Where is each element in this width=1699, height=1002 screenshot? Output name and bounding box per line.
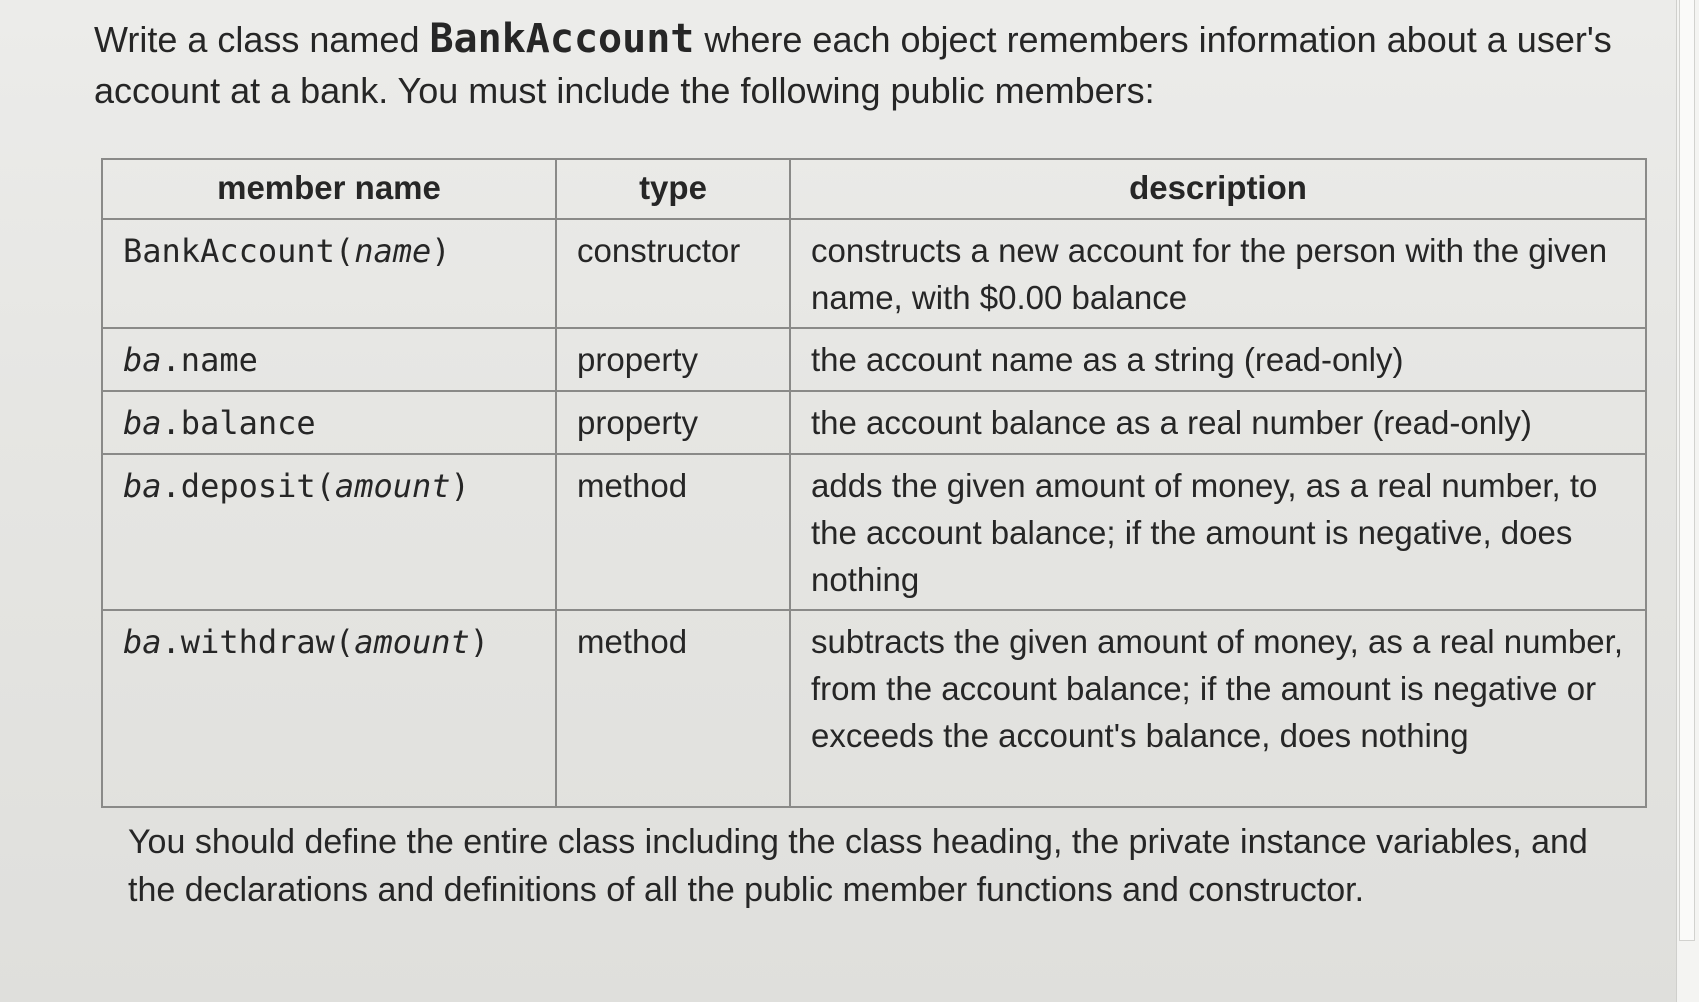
member-object: ba [123, 623, 162, 661]
class-name: BankAccount [429, 16, 695, 62]
member-description-cell: the account name as a string (read-only) [790, 328, 1646, 391]
member-type-cell: property [556, 328, 790, 391]
header-member-name: member name [102, 159, 556, 219]
member-code: .deposit( [161, 467, 335, 505]
members-table [101, 158, 1647, 808]
member-description-cell: adds the given amount of money, as a real number, to the account balance; if the amount is negative, does nothing [790, 454, 1646, 610]
header-type: type [556, 159, 790, 219]
member-object: ba [123, 404, 162, 442]
member-name-cell [102, 391, 556, 454]
table-row [102, 219, 1646, 328]
member-param: name [354, 232, 432, 270]
scrollbar-track[interactable] [1676, 0, 1699, 1002]
member-code: .name [161, 341, 258, 379]
member-name-cell [102, 328, 556, 391]
member-close: ) [469, 623, 490, 661]
table-row [102, 454, 1646, 610]
member-code: BankAccount( [123, 232, 355, 270]
table-row [102, 610, 1646, 807]
member-type-cell: method [556, 610, 790, 807]
member-param: amount [354, 623, 470, 661]
member-type-cell: method [556, 454, 790, 610]
table-row [102, 391, 1646, 454]
member-object: ba [123, 341, 162, 379]
problem-instructions: You should define the entire class including the class heading, the private instance variables, and the declarations and definitions of all the public member functions and constructor. [128, 823, 1588, 909]
intro-prefix: Write a class named [94, 19, 430, 60]
member-name-cell [102, 610, 556, 807]
member-type-cell: constructor [556, 219, 790, 328]
member-name-cell [102, 454, 556, 610]
member-param: amount [334, 467, 451, 505]
problem-intro [94, 14, 1614, 116]
intro-suffix: where each object remembers information about a user's account at a bank. You must include the following public members: [94, 19, 1612, 111]
member-close: ) [450, 467, 470, 505]
scrollbar-thumb[interactable] [1679, 0, 1695, 941]
member-description-cell: constructs a new account for the person with the given name, with $0.00 balance [790, 219, 1646, 328]
member-name-cell [102, 219, 556, 328]
table-header-row [102, 159, 1646, 219]
member-description-cell: the account balance as a real number (read-only) [790, 391, 1646, 454]
header-description: description [790, 159, 1646, 219]
member-code: .balance [161, 404, 316, 442]
member-close: ) [431, 232, 451, 270]
member-description-cell: subtracts the given amount of money, as a real number, from the account balance; if the amount is negative or exceeds the account's balance, does nothing [790, 610, 1646, 807]
member-object: ba [123, 467, 162, 505]
member-type-cell: property [556, 391, 790, 454]
member-code: .withdraw( [161, 623, 355, 661]
table-row [102, 328, 1646, 391]
